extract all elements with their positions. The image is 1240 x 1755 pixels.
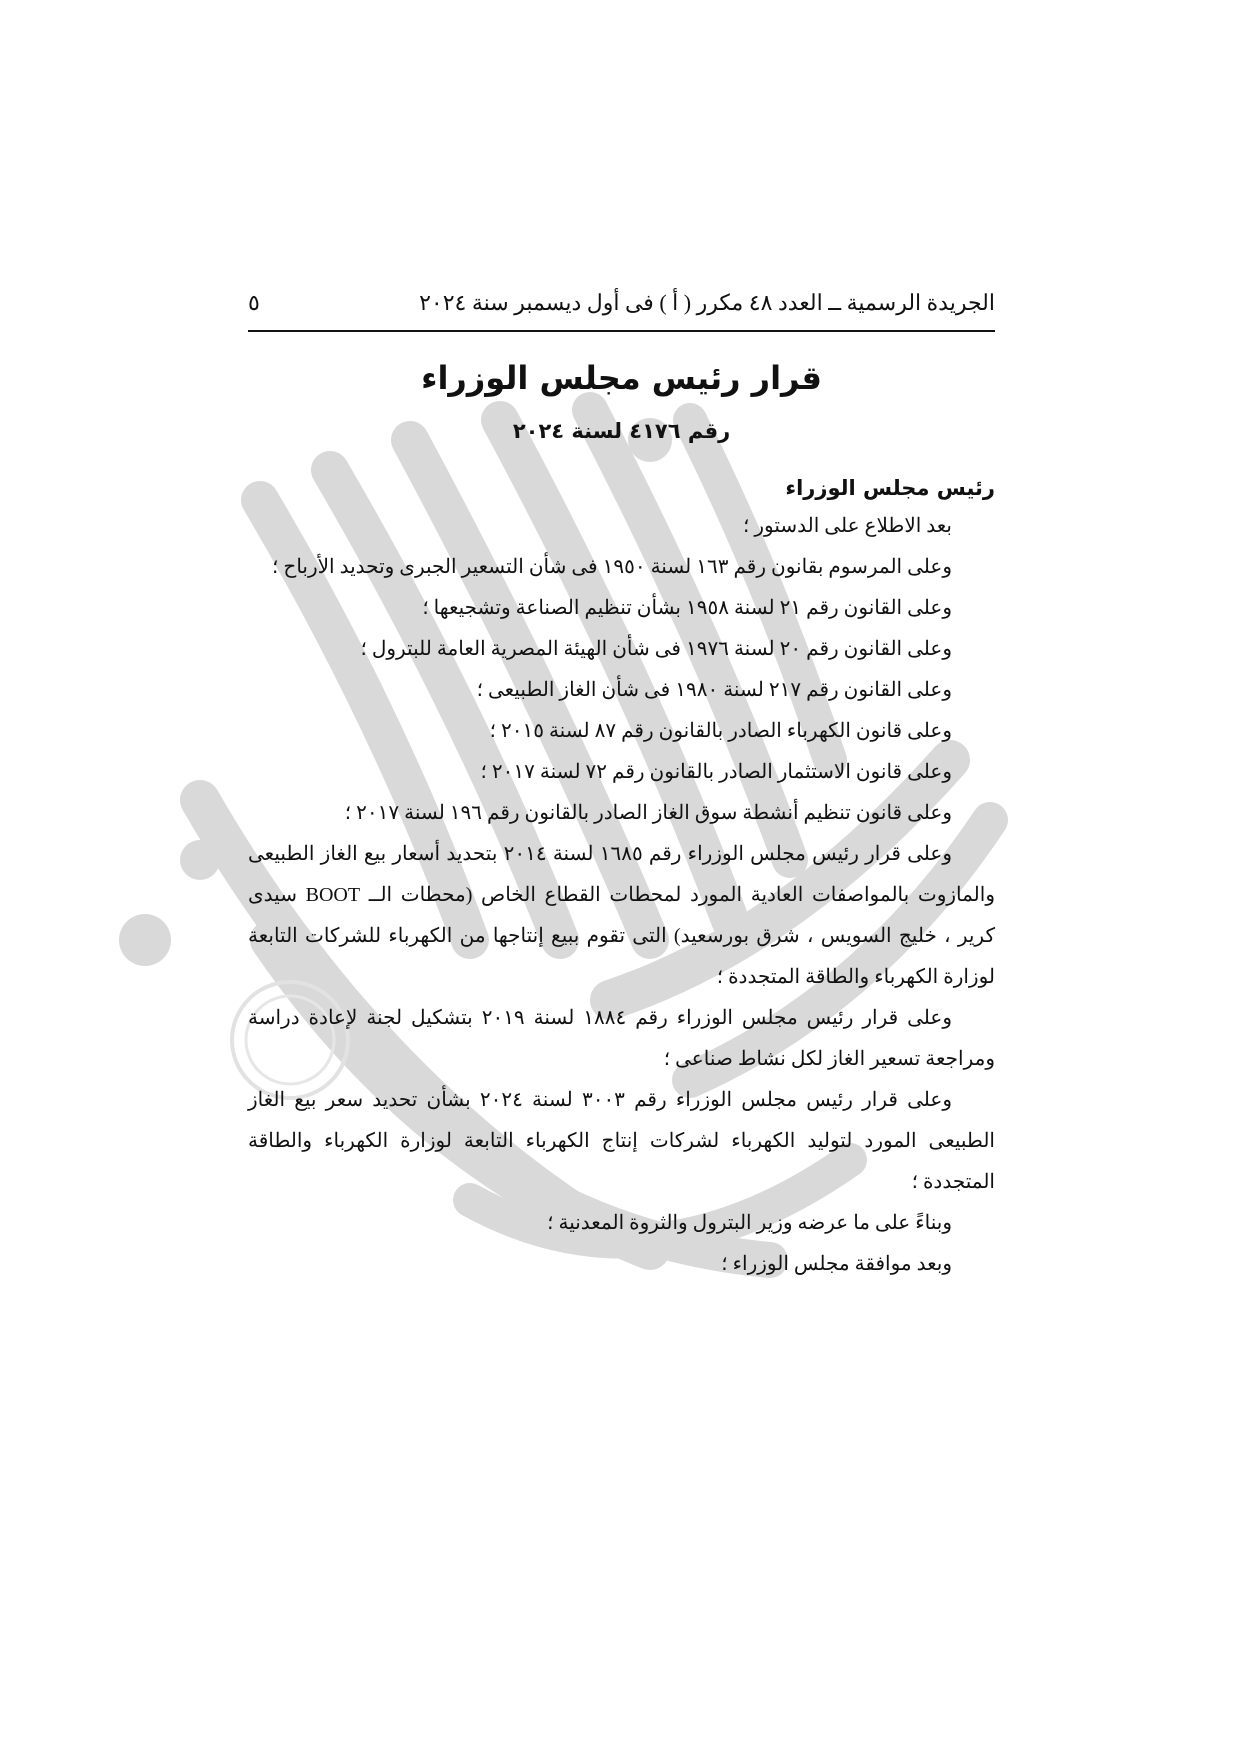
page-number: ٥	[248, 290, 260, 315]
preamble-paragraph: بعد الاطلاع على الدستور ؛	[743, 515, 952, 537]
preamble-paragraph: وعلى القانون رقم ٢١٧ لسنة ١٩٨٠ فى شأن الغاز الطبيعى ؛	[476, 679, 952, 701]
preamble-paragraph: وعلى المرسوم بقانون رقم ١٦٣ لسنة ١٩٥٠ فى شأن التسعير الجبرى وتحديد الأرباح ؛	[272, 556, 952, 578]
preamble-paragraph: وبناءً على ما عرضه وزير البترول والثروة المعدنية ؛	[547, 1212, 952, 1234]
running-header	[248, 270, 995, 332]
issuer-heading: رئيس مجلس الوزراء	[785, 476, 995, 500]
preamble	[248, 506, 995, 1285]
preamble-paragraph: وعلى قرار رئيس مجلس الوزراء رقم ٣٠٠٣ لسنة ٢٠٢٤ بشأن تحديد سعر بيع الغاز الطبيعى المورد لتوليد الكهرباء لشركات إنتاج الكهرباء التابعة لوزارة الكهرباء والطاقة المتجددة ؛	[248, 1089, 995, 1193]
decree-number: رقم ٤١٧٦ لسنة ٢٠٢٤	[512, 419, 731, 443]
document-page	[248, 270, 995, 1285]
preamble-paragraph: وعلى قرار رئيس مجلس الوزراء رقم ١٨٨٤ لسنة ٢٠١٩ بتشكيل لجنة لإعادة دراسة ومراجعة تسعير الغاز لكل نشاط صناعى ؛	[248, 1007, 995, 1070]
preamble-paragraph: وبعد موافقة مجلس الوزراء ؛	[721, 1253, 952, 1275]
preamble-paragraph: وعلى قرار رئيس مجلس الوزراء رقم ١٦٨٥ لسنة ٢٠١٤ بتحديد أسعار بيع الغاز الطبيعى والمازوت بالمواصفات العادية المورد لمحطات القطاع الخاص (محطات الــ BOOT سيدى كرير ، خليج السويس ، شرق بورسعيد) التى تقوم ببيع إنتاجها من الكهرباء للشركات التابعة لوزارة الكهرباء والطاقة المتجددة ؛	[248, 843, 995, 988]
publication-line: الجريدة الرسمية ــ العدد ٤٨ مكرر ( أ ) فى أول ديسمبر سنة ٢٠٢٤	[419, 290, 995, 315]
preamble-paragraph: وعلى قانون الكهرباء الصادر بالقانون رقم ٨٧ لسنة ٢٠١٥ ؛	[489, 720, 952, 742]
decree-title: قرار رئيس مجلس الوزراء	[421, 359, 822, 397]
preamble-paragraph: وعلى قانون الاستثمار الصادر بالقانون رقم ٧٢ لسنة ٢٠١٧ ؛	[480, 761, 952, 783]
preamble-paragraph: وعلى القانون رقم ٢١ لسنة ١٩٥٨ بشأن تنظيم الصناعة وتشجيعها ؛	[422, 597, 952, 619]
preamble-paragraph: وعلى قانون تنظيم أنشطة سوق الغاز الصادر بالقانون رقم ١٩٦ لسنة ٢٠١٧ ؛	[344, 802, 952, 824]
preamble-paragraph: وعلى القانون رقم ٢٠ لسنة ١٩٧٦ فى شأن الهيئة المصرية العامة للبترول ؛	[360, 638, 952, 660]
